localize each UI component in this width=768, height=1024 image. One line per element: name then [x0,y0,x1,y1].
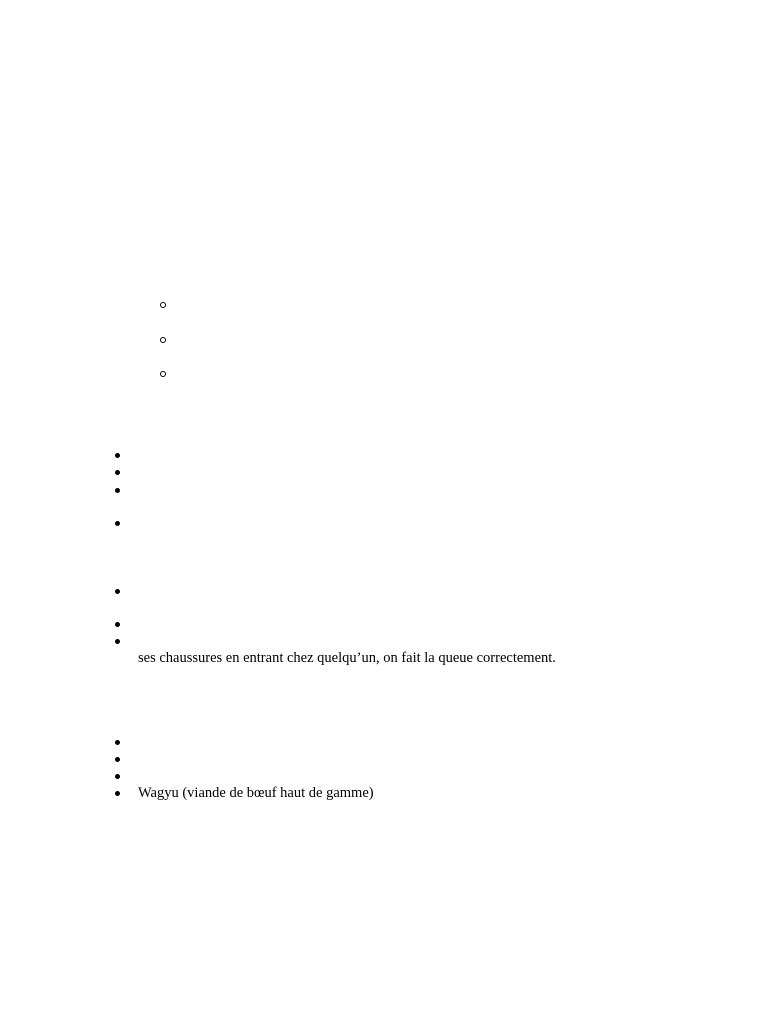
bullet-dot-icon [115,639,120,644]
circle-bullet-icon [160,371,166,377]
list-item-text: ses chaussures en entrant chez quelqu’un, on fait la queue correctement. [138,650,556,666]
bullet-dot-icon [115,757,120,762]
bullet-dot-icon [115,791,120,796]
bullet-dot-icon [115,622,120,627]
bullet-dot-icon [115,470,120,475]
bullet-dot-icon [115,774,120,779]
bullet-dot-icon [115,740,120,745]
bullet-dot-icon [115,488,120,493]
list-item-text: Wagyu (viande de bœuf haut de gamme) [138,785,374,801]
bullet-dot-icon [115,521,120,526]
bullet-dot-icon [115,589,120,594]
circle-bullet-icon [160,302,166,308]
bullet-dot-icon [115,453,120,458]
circle-bullet-icon [160,337,166,343]
